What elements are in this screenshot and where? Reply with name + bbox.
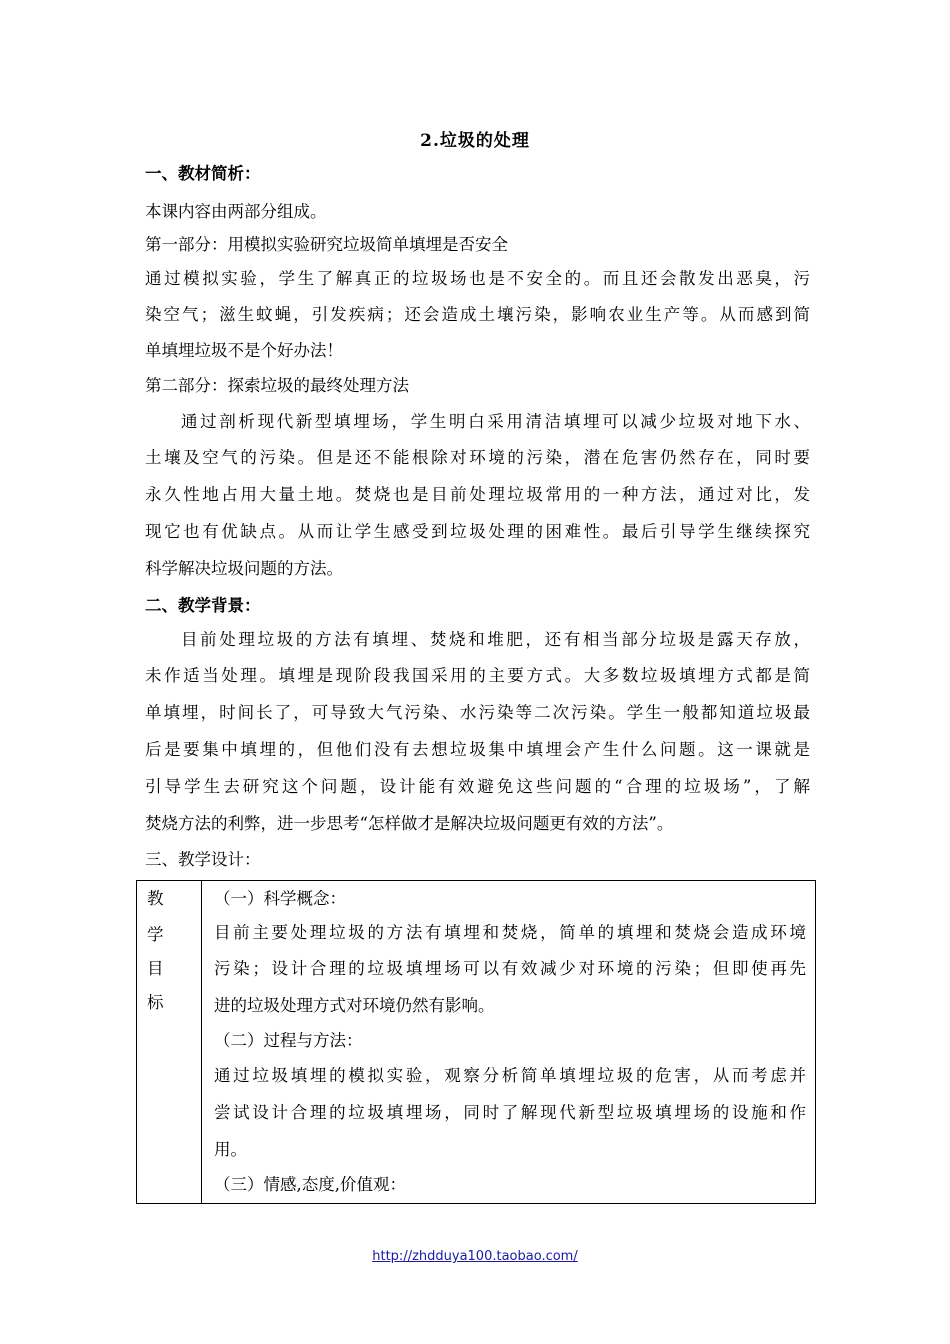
paragraph-line: 通过模拟实验，学生了解真正的垃圾场也是不安全的。而且还会散发出恶臭，污 [145, 269, 810, 288]
paragraph-line: 染空气；滋生蚊蝇，引发疾病；还会造成土壤污染，影响农业生产等。从而感到简 [145, 305, 810, 324]
paragraph-line: 本课内容由两部分组成。 [145, 202, 327, 221]
objectives-label-char: 标 [147, 993, 164, 1012]
objective-line: 进的垃圾处理方式对环境仍然有影响。 [214, 996, 495, 1015]
teaching-design-table [136, 880, 816, 1204]
objective-line: 污染；设计合理的垃圾填埋场可以有效减少对环境的污染；但即使再先 [214, 959, 806, 978]
paragraph-line: 科学解决垃圾问题的方法。 [145, 559, 343, 578]
footer-link[interactable]: http://zhdduya100.taobao.com/ [372, 1249, 578, 1264]
paragraph-line: 土壤及空气的污染。但是还不能根除对环境的污染，潜在危害仍然存在，同时要 [145, 448, 810, 467]
paragraph-line: 第一部分：用模拟实验研究垃圾简单填埋是否安全 [145, 235, 508, 254]
paragraph-line: 永久性地占用大量土地。焚烧也是目前处理垃圾常用的一种方法，通过对比，发 [145, 485, 810, 504]
paragraph-line: 第二部分：探索垃圾的最终处理方法 [145, 376, 409, 395]
objective-line: 目前主要处理垃圾的方法有填埋和焚烧，简单的填埋和焚烧会造成环境 [214, 923, 806, 942]
paragraph-line: 引导学生去研究这个问题，设计能有效避免这些问题的“合理的垃圾场”，了解 [145, 777, 810, 796]
footer [0, 1249, 950, 1264]
document-title: 2.垃圾的处理 [420, 131, 530, 151]
objectives-label-char: 学 [147, 925, 164, 944]
objectives-content-cell [202, 881, 816, 1204]
objective-line: 通过垃圾填埋的模拟实验，观察分析简单填埋垃圾的危害，从而考虑并 [214, 1066, 806, 1085]
objective-subheading: （三）情感,态度,价值观： [214, 1175, 406, 1194]
paragraph-line: 单填埋垃圾不是个好办法！ [145, 341, 343, 360]
paragraph-line: 未作适当处理。填埋是现阶段我国采用的主要方式。大多数垃圾填埋方式都是简 [145, 666, 810, 685]
paragraph-line: 现它也有优缺点。从而让学生感受到垃圾处理的困难性。最后引导学生继续探究 [145, 522, 810, 541]
paragraph-line: 通过剖析现代新型填埋场，学生明白采用清洁填埋可以减少垃圾对地下水、 [181, 412, 810, 431]
objective-subheading: （一）科学概念： [214, 889, 346, 908]
paragraph-line: 单填埋，时间长了，可导致大气污染、水污染等二次污染。学生一般都知道垃圾最 [145, 703, 810, 722]
objectives-label-char: 教 [147, 889, 164, 908]
paragraph-line: 焚烧方法的利弊，进一步思考“怎样做才是解决垃圾问题更有效的方法”。 [145, 814, 674, 833]
section-heading-teaching-background: 二、教学背景： [145, 596, 261, 615]
objective-subheading: （二）过程与方法： [214, 1031, 363, 1050]
section-heading-teaching-design: 三、教学设计： [145, 850, 261, 869]
objectives-label-cell [137, 881, 202, 1204]
objective-line: 尝试设计合理的垃圾填埋场，同时了解现代新型垃圾填埋场的设施和作 [214, 1103, 806, 1122]
objectives-label-char: 目 [147, 959, 164, 978]
section-heading-textbook-analysis: 一、教材简析： [145, 164, 261, 183]
paragraph-line: 后是要集中填埋的，但他们没有去想垃圾集中填埋会产生什么问题。这一课就是 [145, 740, 810, 759]
objective-line: 用。 [214, 1140, 247, 1159]
paragraph-line: 目前处理垃圾的方法有填埋、焚烧和堆肥，还有相当部分垃圾是露天存放， [181, 630, 810, 649]
